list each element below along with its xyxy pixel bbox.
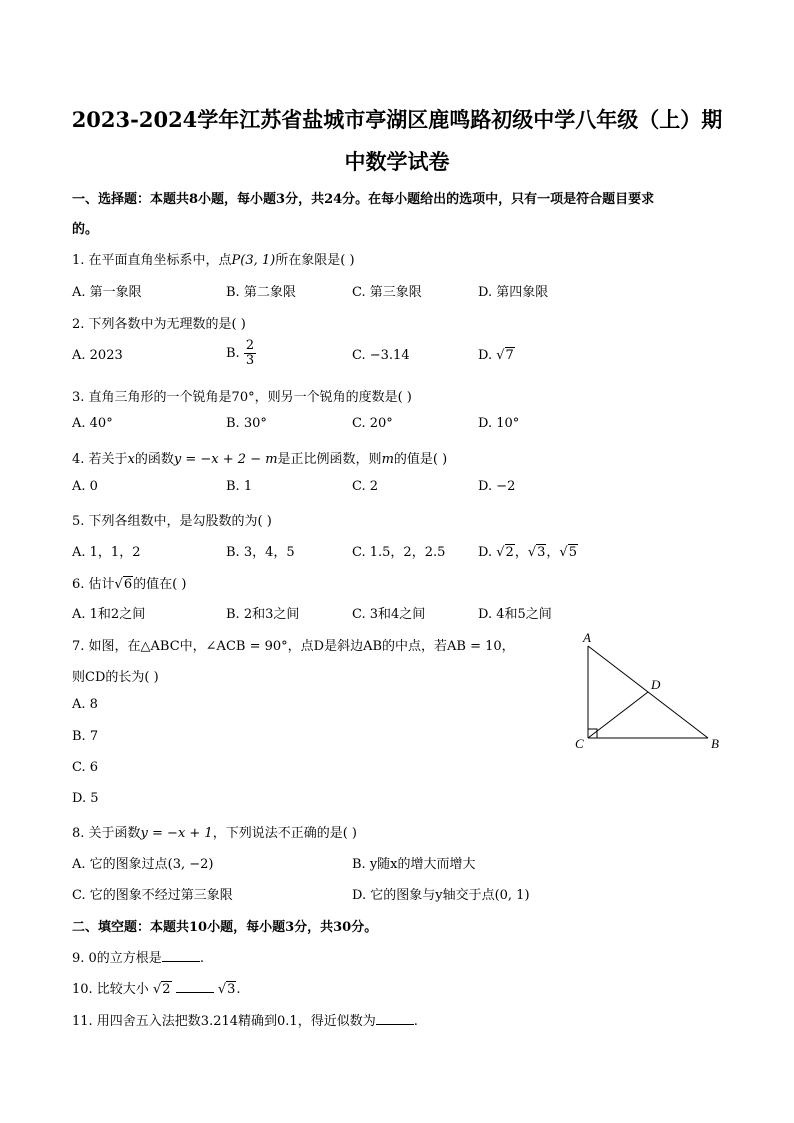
answer-blank[interactable]	[176, 980, 214, 993]
vertex-label-a: A	[583, 630, 591, 645]
q2-option-b[interactable]: B. $\frac{2}{3}$	[226, 338, 255, 368]
q6-option-c[interactable]: C. 3和4之间	[352, 607, 426, 622]
q5-option-a[interactable]: A. 1，1，2	[72, 545, 141, 560]
fraction: $\frac{2}{3}$	[245, 338, 255, 368]
sqrt-symbol: √3	[217, 982, 236, 997]
sqrt-symbol: √5	[559, 545, 577, 560]
vertex-label-c: C	[575, 736, 584, 751]
exam-title-line2: 中数学试卷	[344, 149, 450, 174]
sqrt-symbol: √2	[152, 982, 171, 997]
q10-stem: 10. 比较大小 √2 √3.	[72, 982, 241, 997]
q5-option-c[interactable]: C. 1.5，2，2.5	[352, 545, 446, 560]
q8-stem: 8. 关于函数y = −x + 1，下列说法不正确的是( )	[72, 826, 357, 841]
q7-option-a[interactable]: A. 8	[72, 697, 98, 712]
q7-stem: 7. 如图，在△ABC中，∠ACB = 90°，点D是斜边AB的中点，若AB = 10，	[72, 639, 515, 654]
q8-option-d[interactable]: D. 它的图象与y轴交于点(0, 1)	[352, 888, 530, 903]
sqrt-symbol: √7	[496, 348, 514, 363]
q6-option-d[interactable]: D. 4和5之间	[478, 607, 552, 622]
vertex-label-d: D	[651, 677, 661, 692]
answer-blank[interactable]	[376, 1012, 414, 1025]
q2-option-c[interactable]: C. −3.14	[352, 348, 410, 363]
right-triangle-figure	[568, 628, 728, 753]
q7-option-c[interactable]: C. 6	[72, 760, 99, 775]
q5-stem: 5. 下列各组数中，是勾股数的为( )	[72, 514, 272, 529]
q7-option-d[interactable]: D. 5	[72, 791, 99, 806]
q7-stem-cont: 则CD的长为( )	[72, 670, 159, 685]
q8-option-b[interactable]: B. y随x的增大而增大	[352, 857, 476, 872]
q1-option-b[interactable]: B. 第二象限	[226, 285, 296, 300]
q4-option-b[interactable]: B. 1	[226, 479, 253, 494]
q11-stem: 11. 用四舍五入法把数3.214精确到0.1，得近似数为 .	[72, 1014, 418, 1029]
section1-heading-cont: 的。	[72, 222, 99, 237]
answer-blank[interactable]	[162, 949, 200, 962]
q2-option-a[interactable]: A. 2023	[72, 348, 123, 363]
q9-stem: 9. 0的立方根是 .	[72, 951, 204, 966]
q4-stem: 4. 若关于x的函数y = −x + 2 − m是正比例函数，则m的值是( )	[72, 452, 448, 467]
vertex-label-b: B	[711, 736, 719, 751]
q3-option-a[interactable]: A. 40°	[72, 416, 113, 431]
q6-option-b[interactable]: B. 2和3之间	[226, 607, 300, 622]
sqrt-symbol: √6	[114, 577, 133, 592]
q4-option-c[interactable]: C. 2	[352, 479, 379, 494]
q8-option-c[interactable]: C. 它的图象不经过第三象限	[72, 888, 233, 903]
q1-stem: 1. 在平面直角坐标系中，点P(3, 1)所在象限是( )	[72, 253, 355, 268]
q8-option-a[interactable]: A. 它的图象过点(3, −2)	[72, 857, 214, 872]
q1-option-a[interactable]: A. 第一象限	[72, 285, 142, 300]
q5-option-d[interactable]: D. √2，√3，√5	[478, 545, 577, 560]
q3-option-c[interactable]: C. 20°	[352, 416, 393, 431]
q4-option-a[interactable]: A. 0	[72, 479, 98, 494]
q4-option-d[interactable]: D. −2	[478, 479, 516, 494]
q2-stem: 2. 下列各数中为无理数的是( )	[72, 317, 246, 332]
q5-option-b[interactable]: B. 3，4，5	[226, 545, 295, 560]
sqrt-symbol: √3	[527, 545, 546, 560]
exam-title-line1: 2023-2024学年江苏省盐城市亭湖区鹿鸣路初级中学八年级（上）期	[71, 107, 723, 132]
q7-option-b[interactable]: B. 7	[72, 729, 99, 744]
q3-option-d[interactable]: D. 10°	[478, 416, 520, 431]
q1-option-c[interactable]: C. 第三象限	[352, 285, 422, 300]
sqrt-symbol: √2	[496, 545, 514, 560]
q1-option-d[interactable]: D. 第四象限	[478, 285, 549, 300]
q3-option-b[interactable]: B. 30°	[226, 416, 267, 431]
q3-stem: 3. 直角三角形的一个锐角是70°，则另一个锐角的度数是( )	[72, 390, 412, 405]
section1-heading: 一、选择题：本题共8小题，每小题3分，共24分。在每小题给出的选项中，只有一项是符合题目要求	[72, 192, 655, 207]
q6-stem: 6. 估计√6的值在( )	[72, 577, 187, 592]
q6-option-a[interactable]: A. 1和2之间	[72, 607, 146, 622]
section2-heading: 二、填空题：本题共10小题，每小题3分，共30分。	[72, 920, 378, 935]
q2-option-d[interactable]: D. √7	[478, 348, 514, 363]
